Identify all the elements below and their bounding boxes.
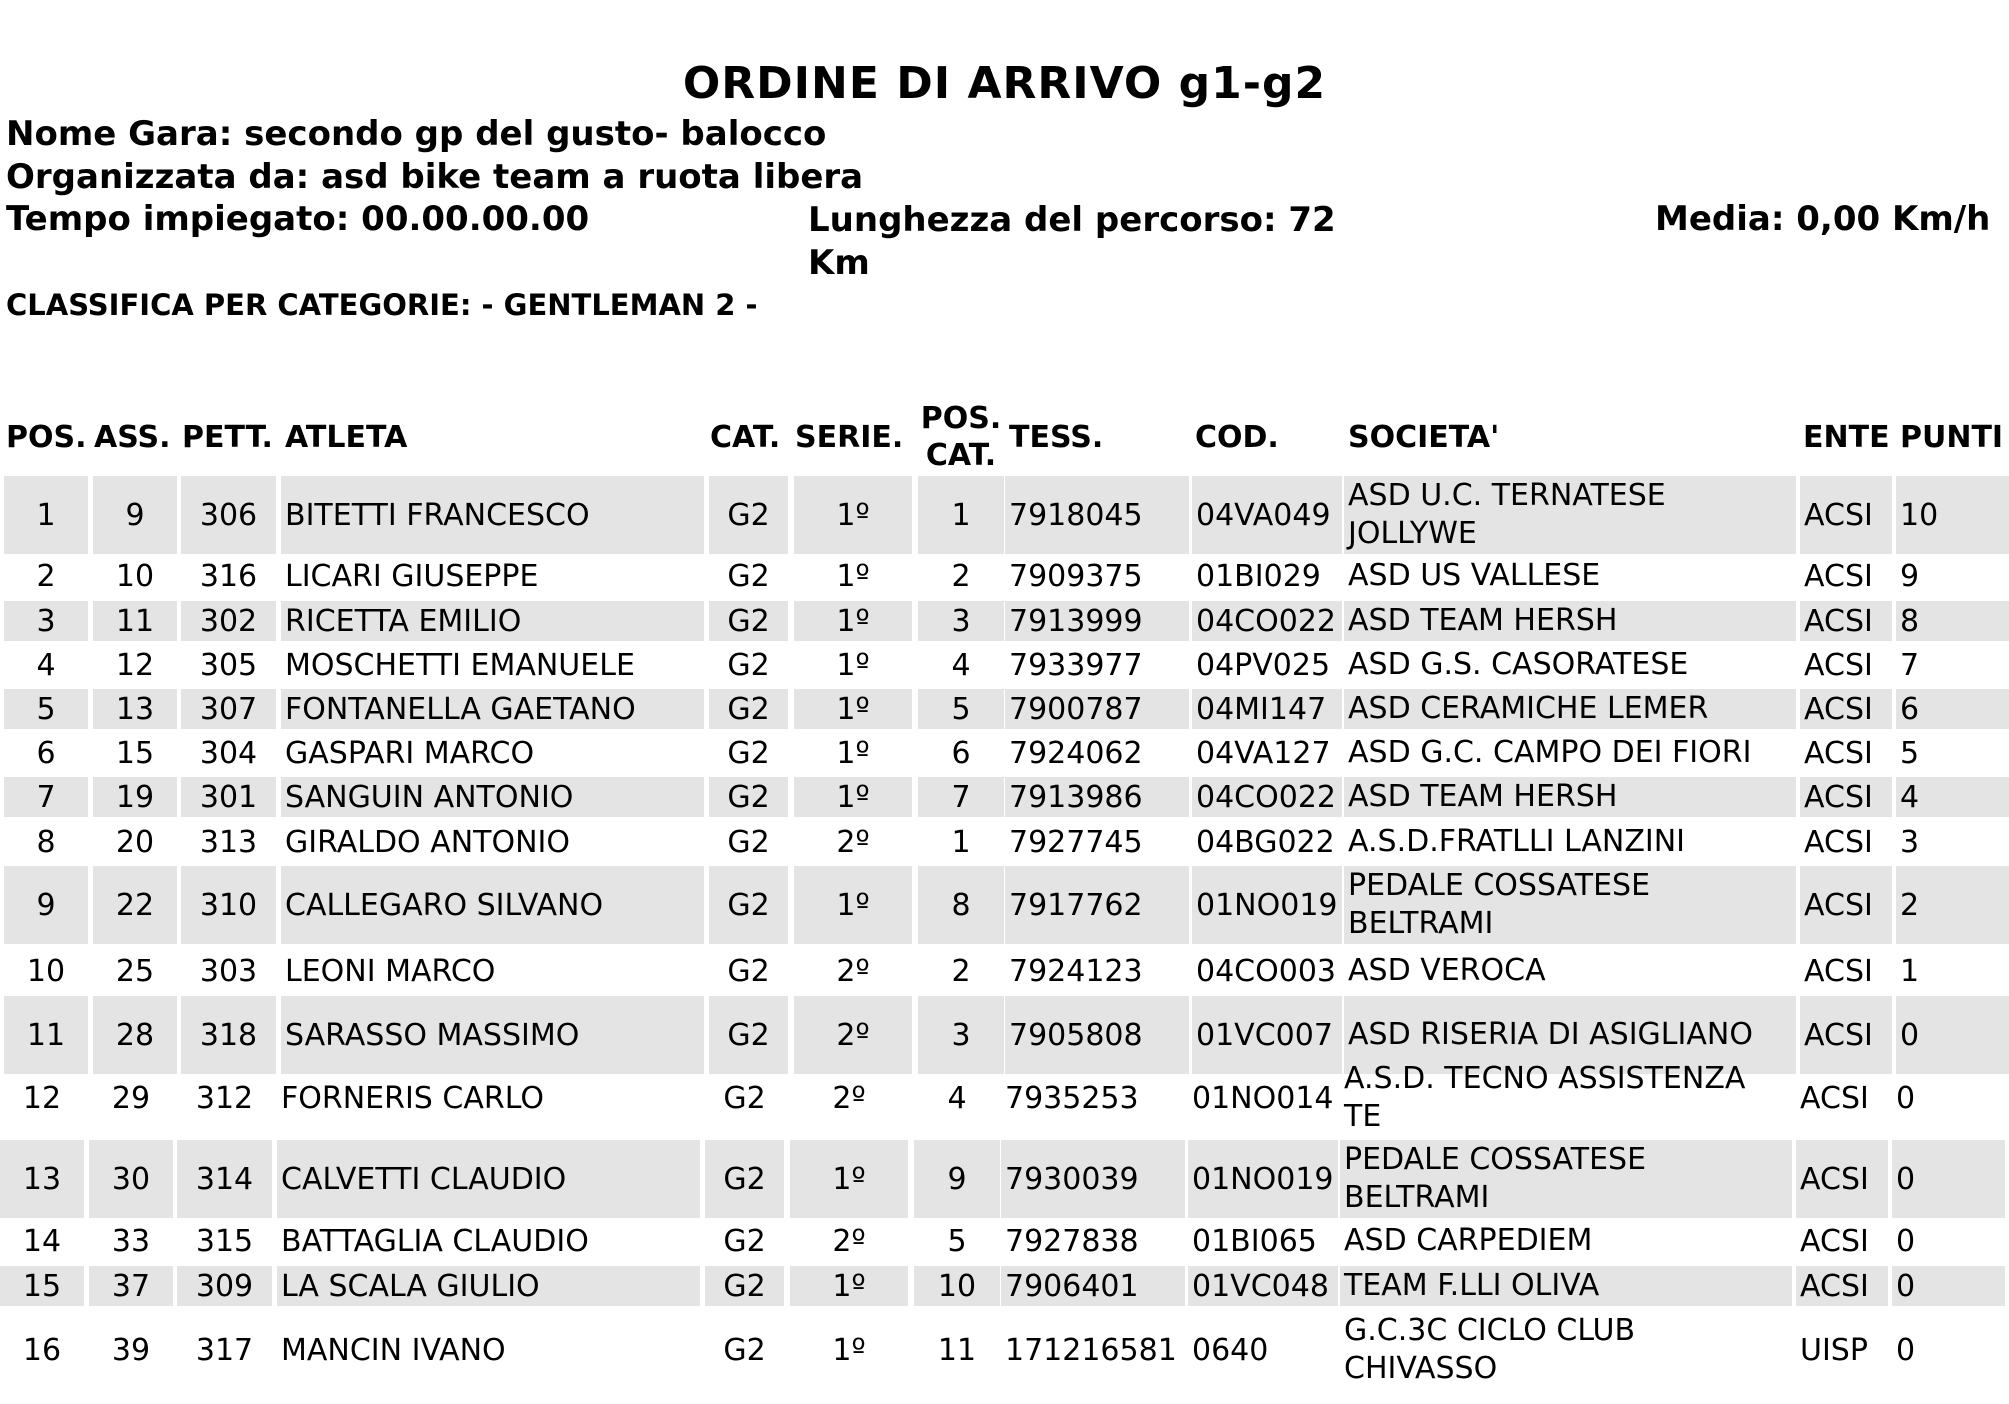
cell-cod: 01BI065 [1192, 1223, 1317, 1259]
cell-ass: 15 [115, 735, 155, 771]
cell-cod: 04CO003 [1196, 953, 1336, 989]
cell-ass: 13 [93, 689, 177, 729]
cell-pett: 301 [181, 777, 276, 817]
cell-societa: ASD U.C. TERNATESE JOLLYWE [1344, 476, 1796, 554]
cell-pos: 8 [36, 824, 56, 860]
table-row [0, 733, 2009, 773]
cell-cat: G2 [723, 1332, 766, 1368]
cell-serie: 1º [794, 866, 912, 944]
cell-ass: 39 [111, 1332, 151, 1368]
cell-serie: 2º [794, 996, 912, 1074]
cell-societa: ASD CERAMICHE LEMER [1344, 689, 1796, 729]
cell-punti: 1 [1900, 953, 1920, 989]
cell-tess: 7909375 [1009, 558, 1143, 594]
table-row [0, 601, 2009, 641]
col-atleta: ATLETA [285, 419, 408, 455]
cell-poscat: 11 [937, 1332, 977, 1368]
cell-serie: 1º [794, 689, 912, 729]
cell-ente: ACSI [1800, 689, 1892, 729]
col-ass: ASS. [94, 419, 171, 455]
cell-societa: ASD G.S. CASORATESE [1348, 647, 1689, 682]
cell-ass: 28 [93, 996, 177, 1074]
cell-cod: 01VC048 [1188, 1266, 1338, 1306]
cell-pos: 2 [36, 558, 56, 594]
cell-societa: A.S.D. TECNO ASSISTENZA TE [1344, 1061, 1746, 1134]
table-row [0, 951, 2009, 991]
cell-pos: 12 [22, 1080, 62, 1116]
table-header [0, 400, 2009, 474]
cell-pett: 317 [195, 1332, 254, 1368]
cell-societa: ASD TEAM HERSH [1344, 601, 1796, 641]
cell-pett: 309 [177, 1266, 272, 1306]
race-name: Nome Gara: secondo gp del gusto- balocco [6, 114, 827, 154]
cell-poscat: 6 [951, 735, 971, 771]
cell-serie: 1º [794, 777, 912, 817]
cell-punti: 2 [1896, 866, 2009, 944]
cell-serie: 1º [790, 1266, 908, 1306]
cell-ente: ACSI [1800, 1223, 1869, 1259]
cell-cod: 04PV025 [1196, 647, 1331, 683]
cell-punti: 8 [1896, 601, 2009, 641]
cell-atleta: LICARI GIUSEPPE [285, 558, 539, 594]
cell-poscat: 7 [918, 777, 1004, 817]
cell-tess: 171216581 [1005, 1332, 1177, 1368]
cell-ass: 33 [111, 1223, 151, 1259]
cell-ente: ACSI [1804, 953, 1873, 989]
cell-ente: ACSI [1804, 647, 1873, 683]
cell-societa: ASD US VALLESE [1348, 558, 1601, 593]
cell-tess: 7933977 [1009, 647, 1143, 683]
cell-pos: 9 [4, 866, 88, 944]
cell-punti: 6 [1896, 689, 2009, 729]
cell-pos: 10 [26, 953, 66, 989]
cell-serie: 1º [794, 601, 912, 641]
cell-ass: 10 [115, 558, 155, 594]
cell-pos: 13 [0, 1140, 84, 1218]
cell-cat: G2 [723, 1223, 766, 1259]
cell-serie: 1º [836, 647, 870, 683]
cell-societa: ASD CARPEDIEM [1344, 1223, 1593, 1258]
cell-ente: ACSI [1796, 1140, 1888, 1218]
cell-serie: 1º [832, 1332, 866, 1368]
cell-poscat: 5 [918, 689, 1004, 729]
cell-pett: 310 [181, 866, 276, 944]
cell-atleta: FORNERIS CARLO [281, 1080, 544, 1116]
cell-tess: 7913986 [1005, 777, 1189, 817]
cell-ente: ACSI [1800, 866, 1892, 944]
cell-pett: 312 [195, 1080, 254, 1116]
cell-pos: 14 [22, 1223, 62, 1259]
cell-atleta: MOSCHETTI EMANUELE [285, 647, 635, 683]
cell-poscat: 4 [951, 647, 971, 683]
cell-tess: 7927838 [1005, 1223, 1139, 1259]
cell-cat: G2 [709, 866, 788, 944]
cell-tess: 7906401 [1001, 1266, 1185, 1306]
cell-atleta: FONTANELLA GAETANO [281, 689, 704, 729]
cell-pos: 1 [4, 476, 88, 554]
cell-societa: G.C.3C CICLO CLUB CHIVASSO [1344, 1313, 1636, 1386]
col-punti: PUNTI [1900, 419, 2004, 455]
table-row [0, 1310, 2009, 1390]
cell-cod: 0640 [1192, 1332, 1269, 1368]
cell-cod: 04VA049 [1192, 476, 1342, 554]
cell-cat: G2 [709, 476, 788, 554]
cell-tess: 7905808 [1005, 996, 1189, 1074]
cell-tess: 7918045 [1005, 476, 1189, 554]
col-tess: TESS. [1009, 419, 1104, 455]
cell-tess: 7924062 [1009, 735, 1143, 771]
cell-ass: 29 [111, 1080, 151, 1116]
cell-poscat: 8 [918, 866, 1004, 944]
table-row [0, 1058, 2009, 1138]
cell-punti: 0 [1892, 1140, 2005, 1218]
cell-ente: ACSI [1804, 558, 1873, 594]
cell-atleta: CALVETTI CLAUDIO [277, 1140, 700, 1218]
cell-atleta: SARASSO MASSIMO [281, 996, 704, 1074]
cell-ente: UISP [1800, 1332, 1868, 1368]
cell-ente: ACSI [1800, 1080, 1869, 1116]
cell-ass: 30 [89, 1140, 173, 1218]
col-cod: COD. [1195, 419, 1279, 455]
cell-pett: 307 [181, 689, 276, 729]
cell-punti: 7 [1900, 647, 1920, 683]
cell-atleta: CALLEGARO SILVANO [281, 866, 704, 944]
cell-cat: G2 [709, 601, 788, 641]
cell-tess: 7930039 [1001, 1140, 1185, 1218]
cell-punti: 4 [1896, 777, 2009, 817]
col-poscat: POS. CAT. [920, 401, 1002, 473]
cell-cat: G2 [705, 1266, 784, 1306]
cell-cod: 04BG022 [1196, 824, 1335, 860]
cell-pett: 314 [177, 1140, 272, 1218]
cell-societa: TEAM F.LLI OLIVA [1340, 1266, 1792, 1306]
cell-ass: 12 [115, 647, 155, 683]
table-row [0, 1266, 2009, 1306]
cell-serie: 1º [790, 1140, 908, 1218]
cell-ente: ACSI [1804, 824, 1873, 860]
cell-cod: 04CO022 [1192, 777, 1342, 817]
cell-ente: ACSI [1800, 996, 1892, 1074]
col-serie: SERIE. [795, 419, 904, 455]
cell-tess: 7917762 [1005, 866, 1189, 944]
cell-pett: 302 [181, 601, 276, 641]
cell-poscat: 3 [918, 601, 1004, 641]
course-length: Lunghezza del percorso: 72 Km [808, 200, 1336, 283]
cell-pett: 306 [181, 476, 276, 554]
cell-atleta: RICETTA EMILIO [281, 601, 704, 641]
cell-ass: 11 [93, 601, 177, 641]
cell-cod: 04CO022 [1192, 601, 1342, 641]
table-row [0, 556, 2009, 596]
cell-atleta: GASPARI MARCO [285, 735, 535, 771]
cell-cod: 01BI029 [1196, 558, 1321, 594]
cell-atleta: LA SCALA GIULIO [277, 1266, 700, 1306]
table-row [0, 689, 2009, 729]
category-ranking: CLASSIFICA PER CATEGORIE: - GENTLEMAN 2 - [6, 288, 758, 322]
cell-pett: 315 [195, 1223, 254, 1259]
cell-tess: 7924123 [1009, 953, 1143, 989]
cell-pos: 6 [36, 735, 56, 771]
cell-pett: 305 [199, 647, 258, 683]
cell-serie: 2º [836, 953, 870, 989]
table-row [0, 476, 2009, 554]
cell-pos: 7 [4, 777, 88, 817]
cell-punti: 10 [1896, 476, 2009, 554]
cell-cat: G2 [709, 777, 788, 817]
cell-cod: 04MI147 [1192, 689, 1342, 729]
cell-pos: 3 [4, 601, 88, 641]
cell-ass: 20 [115, 824, 155, 860]
cell-poscat: 3 [918, 996, 1004, 1074]
cell-tess: 7935253 [1005, 1080, 1139, 1116]
table-row [0, 822, 2009, 862]
cell-societa: A.S.D.FRATLLI LANZINI [1348, 824, 1686, 859]
col-societa: SOCIETA' [1348, 419, 1500, 455]
cell-cat: G2 [727, 824, 770, 860]
cell-ass: 19 [93, 777, 177, 817]
cell-cat: G2 [705, 1140, 784, 1218]
cell-societa: ASD RISERIA DI ASIGLIANO [1344, 996, 1796, 1074]
cell-atleta: SANGUIN ANTONIO [281, 777, 704, 817]
col-pos: POS. [6, 419, 87, 455]
cell-cod: 04VA127 [1196, 735, 1331, 771]
cell-ass: 9 [93, 476, 177, 554]
cell-poscat: 5 [947, 1223, 967, 1259]
cell-poscat: 2 [951, 953, 971, 989]
cell-cat: G2 [727, 735, 770, 771]
page-title: ORDINE DI ARRIVO g1-g2 [682, 58, 1327, 109]
cell-societa: ASD VEROCA [1348, 953, 1546, 988]
cell-cod: 01NO014 [1192, 1080, 1334, 1116]
col-pett: PETT. [182, 419, 273, 455]
cell-cat: G2 [709, 689, 788, 729]
cell-punti: 5 [1900, 735, 1920, 771]
cell-ente: ACSI [1800, 601, 1892, 641]
cell-tess: 7900787 [1005, 689, 1189, 729]
cell-cod: 01NO019 [1188, 1140, 1338, 1218]
cell-ass: 37 [89, 1266, 173, 1306]
cell-atleta: BATTAGLIA CLAUDIO [281, 1223, 589, 1259]
cell-poscat: 1 [951, 824, 971, 860]
cell-poscat: 4 [947, 1080, 967, 1116]
table-row [0, 1221, 2009, 1261]
cell-ass: 25 [115, 953, 155, 989]
cell-cat: G2 [723, 1080, 766, 1116]
cell-atleta: GIRALDO ANTONIO [285, 824, 571, 860]
cell-cat: G2 [727, 558, 770, 594]
cell-pos: 15 [0, 1266, 84, 1306]
cell-punti: 9 [1900, 558, 1920, 594]
cell-serie: 2º [832, 1080, 866, 1116]
col-cat: CAT. [710, 419, 781, 455]
cell-pett: 304 [199, 735, 258, 771]
cell-pett: 313 [199, 824, 258, 860]
cell-societa: PEDALE COSSATESE BELTRAMI [1344, 866, 1796, 944]
cell-serie: 1º [836, 558, 870, 594]
cell-cat: G2 [727, 647, 770, 683]
cell-pett: 316 [199, 558, 258, 594]
cell-serie: 2º [832, 1223, 866, 1259]
cell-atleta: MANCIN IVANO [281, 1332, 506, 1368]
organizer: Organizzata da: asd bike team a ruota libera [6, 157, 864, 197]
cell-punti: 0 [1896, 1080, 1916, 1116]
cell-poscat: 2 [951, 558, 971, 594]
cell-ente: ACSI [1804, 735, 1873, 771]
table-row [0, 866, 2009, 944]
cell-pos: 4 [36, 647, 56, 683]
table-row [0, 1140, 2009, 1218]
cell-pos: 11 [4, 996, 88, 1074]
cell-tess: 7913999 [1005, 601, 1189, 641]
cell-ente: ACSI [1796, 1266, 1888, 1306]
cell-atleta: BITETTI FRANCESCO [281, 476, 704, 554]
cell-poscat: 10 [914, 1266, 1000, 1306]
cell-poscat: 9 [914, 1140, 1000, 1218]
col-ente: ENTE [1803, 419, 1890, 455]
cell-tess: 7927745 [1009, 824, 1143, 860]
cell-punti: 3 [1900, 824, 1920, 860]
cell-cod: 01VC007 [1192, 996, 1342, 1074]
cell-cat: G2 [727, 953, 770, 989]
cell-ass: 22 [93, 866, 177, 944]
cell-pett: 318 [181, 996, 276, 1074]
cell-punti: 0 [1896, 1332, 1916, 1368]
average-speed: Media: 0,00 Km/h [1655, 199, 1991, 239]
table-row [0, 645, 2009, 685]
cell-pos: 5 [4, 689, 88, 729]
cell-cod: 01NO019 [1192, 866, 1342, 944]
cell-pett: 303 [199, 953, 258, 989]
cell-cat: G2 [709, 996, 788, 1074]
cell-punti: 0 [1896, 996, 2009, 1074]
cell-poscat: 1 [918, 476, 1004, 554]
cell-ente: ACSI [1800, 476, 1892, 554]
cell-pos: 16 [22, 1332, 62, 1368]
cell-serie: 2º [836, 824, 870, 860]
cell-punti: 0 [1896, 1223, 1916, 1259]
time-used: Tempo impiegato: 00.00.00.00 [6, 199, 590, 239]
cell-ente: ACSI [1800, 777, 1892, 817]
cell-societa: ASD G.C. CAMPO DEI FIORI [1348, 735, 1752, 770]
cell-atleta: LEONI MARCO [285, 953, 496, 989]
cell-societa: ASD TEAM HERSH [1344, 777, 1796, 817]
cell-punti: 0 [1892, 1266, 2005, 1306]
table-row [0, 777, 2009, 817]
cell-societa: PEDALE COSSATESE BELTRAMI [1340, 1140, 1792, 1218]
cell-serie: 1º [836, 735, 870, 771]
cell-serie: 1º [794, 476, 912, 554]
